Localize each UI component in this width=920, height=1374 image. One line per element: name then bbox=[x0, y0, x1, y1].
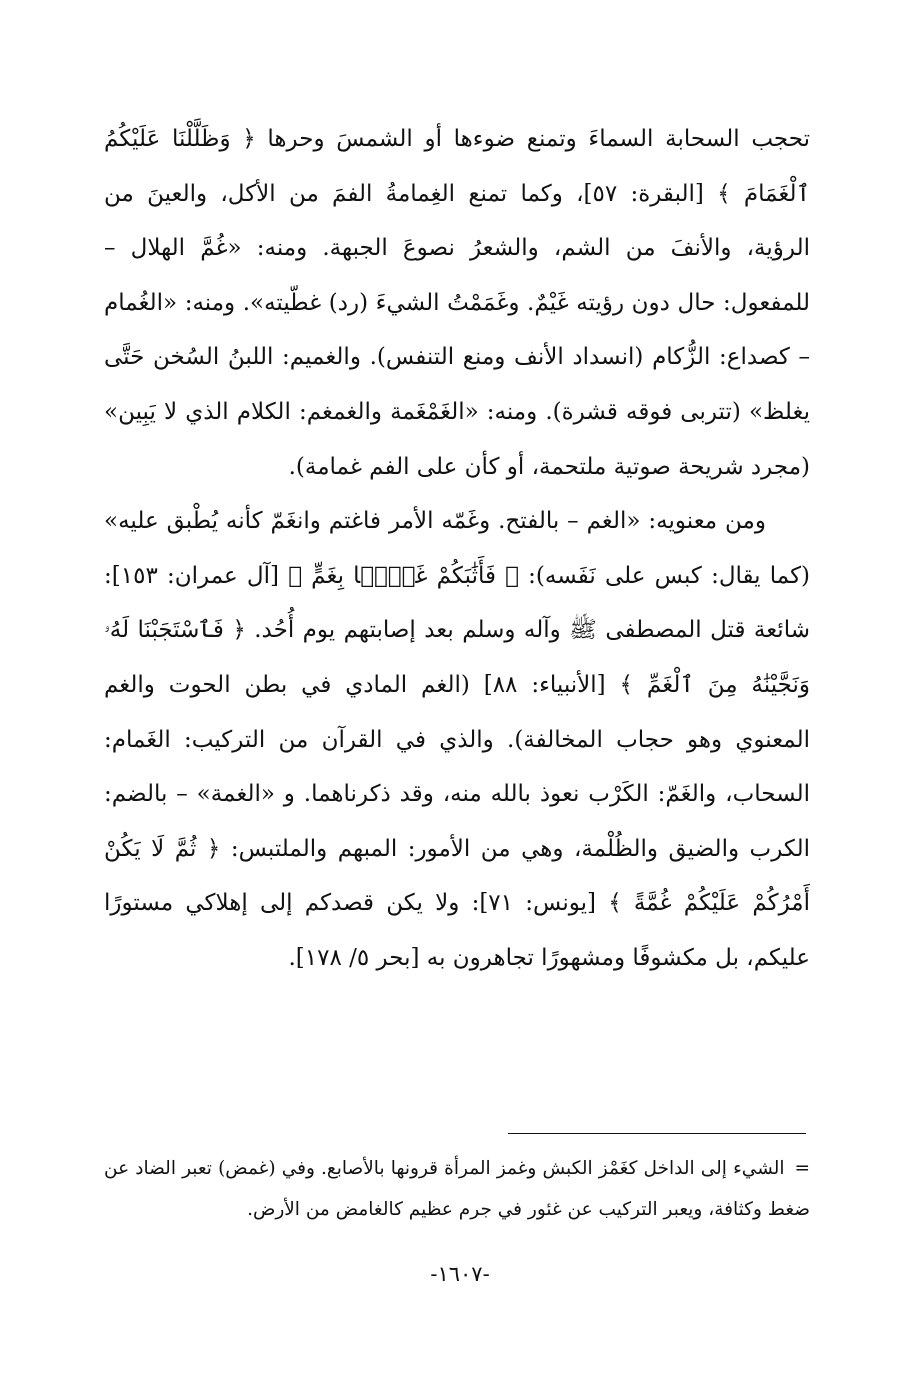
footnote-separator bbox=[508, 1133, 806, 1134]
paragraph-1: تحجب السحابة السماءَ وتمنع ضوءها أو الشمسَ وحرها ﴿ وَظَلَّلْنَا عَلَيْكُمُ ٱلْغَمَامَ ﴾ [البقرة: ٥٧]، وكما تمنع الغِمامةُ الفمَ من الأكل، والعينَ من الرؤية، والأنفَ من الشم، والشعرُ نصوعَ الجبهة. ومنه: «غُمَّ الهلال – للمفعول: حال دون رؤيته غَيْمٌ. وغَمَمْتُ الشيءَ (رد) غطّيته». ومنه: «الغُمام – كصداع: الزُّكام (انسداد الأنف ومنع التنفس). والغميم: اللبنُ السُخن حَتَّى يغلظ» (تتربى فوقه قشرة). ومنه: «الغَمْغَمة والغمغم: الكلام الذي لا يَبِين» (مجرد شريحة صوتية ملتحمة، أو كأن على الفم غمامة). bbox=[104, 126, 811, 480]
main-text bbox=[104, 112, 810, 986]
paragraph-2: ومن معنويه: «الغم – بالفتح. وغَمّه الأمر فاغتم وانغَمّ كأنه يُطْبق عليه» (كما يقال: كبس على نَفَسه): ﴿ فَأَثَٰبَكُمْ غَمًّۢا بِغَمٍّ ﴾ [آل عمران: ١٥٣]: شائعة قتل المصطفى ﷺ وآله وسلم بعد إصابتهم يوم أُحُد. ﴿ فَٱسْتَجَبْنَا لَهُۥ وَنَجَّيْنَٰهُ مِنَ ٱلْغَمِّ ﴾ [الأنبياء: ٨٨] (الغم المادي في بطن الحوت والغم المعنوي وهو حجاب المخالفة). والذي في القرآن من التركيب: الغَمام: السحاب، والغَمّ: الكَرْب نعوذ بالله منه، وقد ذكرناهما. و «الغمة» – بالضم: الكرب والضيق والظُلْمة، وهي من الأمور: المبهم والملتبس: ﴿ ثُمَّ لَا يَكُنْ أَمْرُكُمْ عَلَيْكُمْ غُمَّةً ﴾ [يونس: ٧١]: ولا يكن قصدكم إلى إهلاكي مستورًا عليكم، بل مكشوفًا ومشهورًا تجاهرون به [بحر ٥/ ١٧٨]. bbox=[104, 508, 810, 971]
footnote bbox=[104, 1148, 810, 1230]
footnote-paragraph bbox=[104, 1148, 810, 1230]
footnote-continuation-marker: = bbox=[794, 1158, 810, 1179]
footnote-text: الشيء إلى الداخل كغَمْز الكبش وغمز المرأة قرونها بالأصابع. وفي (غمض) تعبر الضاد عن ضغط وكثافة، ويعبر التركيب عن غئور في جرم عظيم كالغامض من الأرض. bbox=[104, 1158, 810, 1220]
page-number: -١٦٠٧- bbox=[430, 1262, 490, 1286]
